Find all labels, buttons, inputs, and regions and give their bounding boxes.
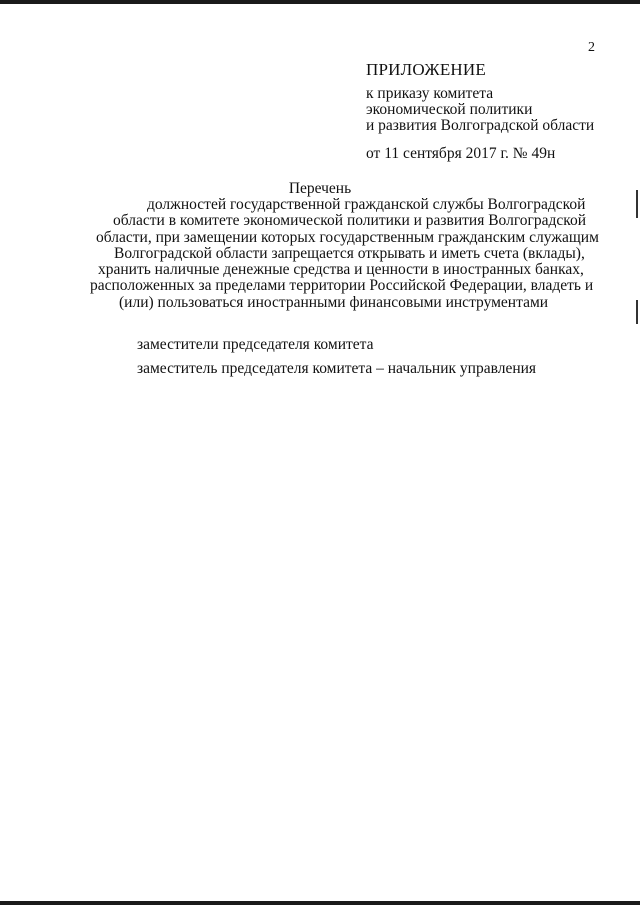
- appendix-date: от 11 сентября 2017 г. № 49н: [366, 145, 556, 162]
- bottom-scan-border: [0, 901, 640, 905]
- appendix-title: ПРИЛОЖЕНИЕ: [366, 60, 486, 79]
- description-line: расположенных за пределами территории Российской Федерации, владеть и: [90, 277, 594, 295]
- position-item: заместитель председателя комитета – начальник управления: [137, 360, 537, 377]
- appendix-block: [366, 62, 594, 162]
- appendix-line: к приказу комитета: [366, 85, 494, 102]
- position-item: заместители председателя комитета: [137, 336, 374, 353]
- description-line: Волгоградской области запрещается открывать и иметь счета (вклады),: [114, 244, 585, 262]
- description-line: области в комитете экономической политики и развития Волгоградской: [113, 212, 587, 230]
- description-line: области, при замещении которых государственным гражданским служащим: [96, 228, 599, 246]
- appendix-line: и развития Волгоградской области: [366, 117, 595, 134]
- scan-edge-mark: [636, 190, 638, 218]
- description-line: хранить наличные денежные средства и ценности в иностранных банках,: [98, 261, 584, 279]
- list-heading: Перечень: [288, 180, 352, 197]
- list-description: [90, 196, 599, 311]
- appendix-line: экономической политики: [366, 101, 533, 118]
- scan-edge-mark: [636, 300, 638, 324]
- top-scan-border: [0, 0, 640, 4]
- page-number: 2: [588, 40, 595, 55]
- description-line: (или) пользоваться иностранными финансовыми инструментами: [119, 293, 549, 311]
- description-line: должностей государственной гражданской службы Волгоградской: [147, 196, 586, 213]
